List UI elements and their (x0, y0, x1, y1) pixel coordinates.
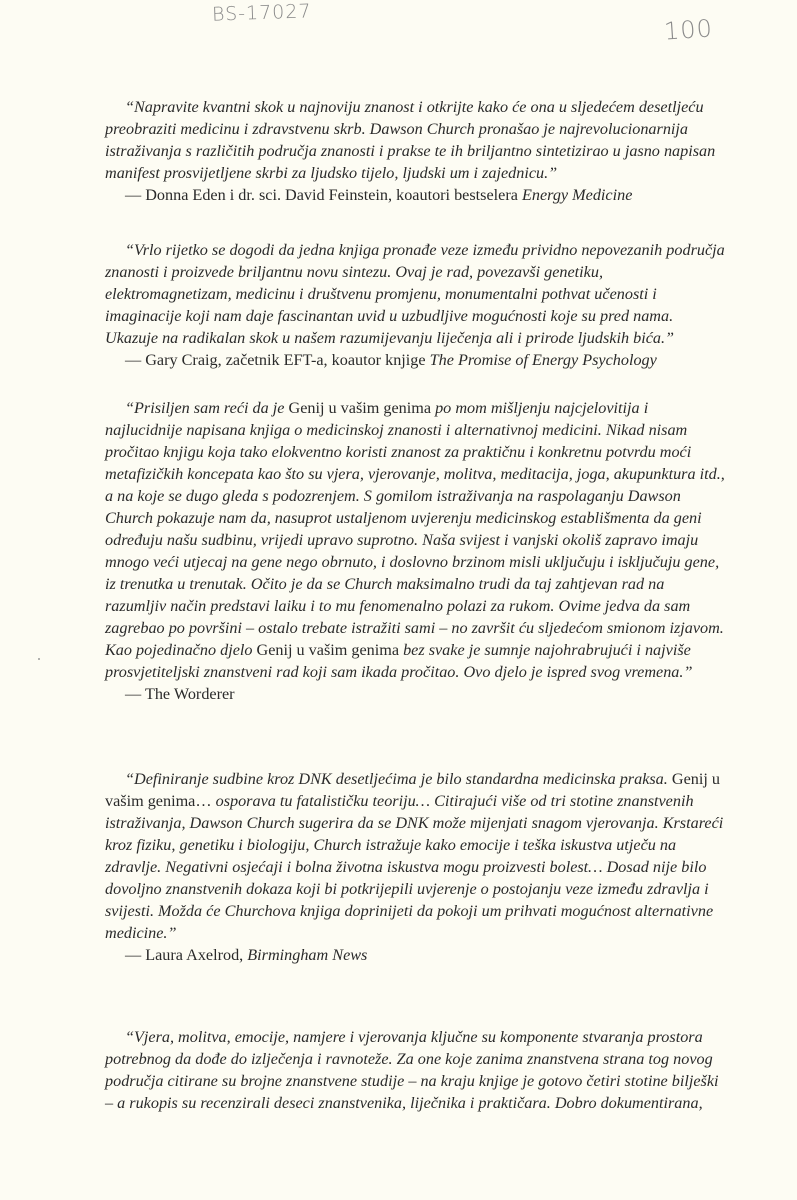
attribution-author: — The Worderer (125, 685, 235, 703)
attribution-source: Energy Medicine (521, 186, 633, 204)
quote-segment: “Napravite kvantni skok u najnoviju znanost i otkrijte kako će ona u sljedećem desetljeću preobraziti medicinu i zdravstvenu skrb. Dawson Church pronašao je najrevolucionarnija istraživanja s različitih područja znanosti i prakse te ih briljantno sintetizirao u jasno napisan manifest prosvijetljene skrbi za ljudsko tijelo, ljudski um i zajednicu.” (105, 98, 716, 182)
endorsement-quote (105, 768, 725, 966)
endorsement-quote (105, 239, 725, 371)
book-title: Genij u vašim genima (288, 399, 432, 417)
endorsement-quote (105, 96, 725, 206)
endorsement-quote (105, 1026, 725, 1114)
page-number-annotation: 100 (663, 14, 714, 46)
quote-text (105, 239, 725, 349)
endorsement-quote (105, 397, 725, 705)
quote-segment: “Vrlo rijetko se dogodi da jedna knjiga pronađe veze između prividno nepovezanih područja znanosti i proizvede briljantnu novu sintezu. Ovaj je rad, povezavši genetiku, elektromagnetizam, medicinu i društvenu promjenu, monumentalni pothvat učenosti i imaginacije koji nam daje fascinantan uvid u uzbudljive mogućnosti koje su pred nama. Ukazuje na radikalan skok u našem razumijevanju liječenja ali i prirode ljudskih bića.” (105, 241, 725, 347)
quote-segment: bez svake je sumnje najohrabrujući i najviše prosvjetiteljski znanstveni rad koji sam ikada pročitao. Ovo djelo je ispred svog vremena.” (105, 641, 693, 681)
attribution-source: The Promise of Energy Psychology (429, 351, 657, 369)
quote-text (105, 397, 725, 683)
quote-segment: “Definiranje sudbine kroz DNK desetljećima je bilo standardna medicinska praksa. (125, 770, 672, 788)
attribution-author: — Donna Eden i dr. sci. David Feinstein, koautori bestselera (125, 186, 522, 204)
quote-attribution (105, 683, 725, 705)
attribution-author: — Gary Craig, začetnik EFT-a, koautor knjige (125, 351, 430, 369)
quote-segment: “Vjera, molitva, emocije, namjere i vjerovanja ključne su komponente stvaranja prostora potrebnog da dođe do izlječenja i ravnoteže. Za one koje zanima znanstvena strana tog novog područja citirane su brojne znanstvene studije – na kraju knjige je gotovo četiri stotine bilješki – a rukopis su recenzirali deseci znanstvenika, liječnika i praktičara. Dobro dokumentirana, (105, 1028, 719, 1112)
book-title: Genij u vašim genima (256, 641, 400, 659)
attribution-source: Birmingham News (247, 946, 368, 964)
scan-speck (38, 658, 40, 660)
attribution-author: — Laura Axelrod, (125, 946, 248, 964)
quote-text (105, 768, 725, 944)
quote-segment: “Prisiljen sam reći da je (125, 399, 289, 417)
quote-attribution (105, 349, 725, 371)
quote-text (105, 1026, 725, 1114)
quote-attribution (105, 944, 725, 966)
quote-segment: po mom mišljenju najcjelovitija i najlucidnije napisana knjiga o medicinskoj znanosti i alternativnoj medicini. Nikad nisam pročitao knjigu koja tako elokventno koristi znanost za praktičnu i konkretnu potvrdu moći metafizičkih koncepata kao što su vjera, vjerovanje, molitva, meditacija, joga, akupunktura itd., a na koje se dugo gleda s podozrenjem. S gomilom istraživanja na raspolaganju Dawson Church pokazuje nam da, nasuprot ustaljenom uvjerenju medicinskog establišmenta da geni određuju našu sudbinu, vrijedi upravo suprotno. Naša svijest i vanjski okoliš zapravo imaju mnogo veći utjecaj na gene nego obrnuto, i doslovno brzinom misli uključuju i isključuju gene, iz trenutka u trenutak. Očito je da se Church maksimalno trudi da taj zahtjevan rad na razumljiv način predstavi laiku i to mu fenomenalno polazi za rukom. Ovime jedva da sam zagrebao po površini – ostalo trebate istražiti sami – no završit ću sljedećom smionom izjavom. Kao pojedinačno djelo (105, 399, 725, 659)
quote-attribution (105, 184, 725, 206)
catalog-number-annotation: BS-17027 (211, 0, 312, 26)
book-title: Genij u vašim genima… (105, 770, 720, 810)
quote-segment: osporava tu fatalističku teoriju… Citirajući više od tri stotine znanstvenih istraživanja, Dawson Church sugerira da se DNK može mijenjati snagom vjerovanja. Krstareći kroz fiziku, genetiku i biologiju, Church istražuje kako emocije i teška iskustva utječu na zdravlje. Negativni osjećaji i bolna životna iskustva mogu proizvesti bolest… Dosad nije bilo dovoljno znanstvenih dokaza koji bi potkrijepili uvjerenje o postojanju veze između zdravlja i svijesti. Možda će Churchova knjiga doprinijeti da pokoji um prihvati mogućnost alternativne medicine.” (105, 792, 724, 942)
quote-text (105, 96, 725, 184)
